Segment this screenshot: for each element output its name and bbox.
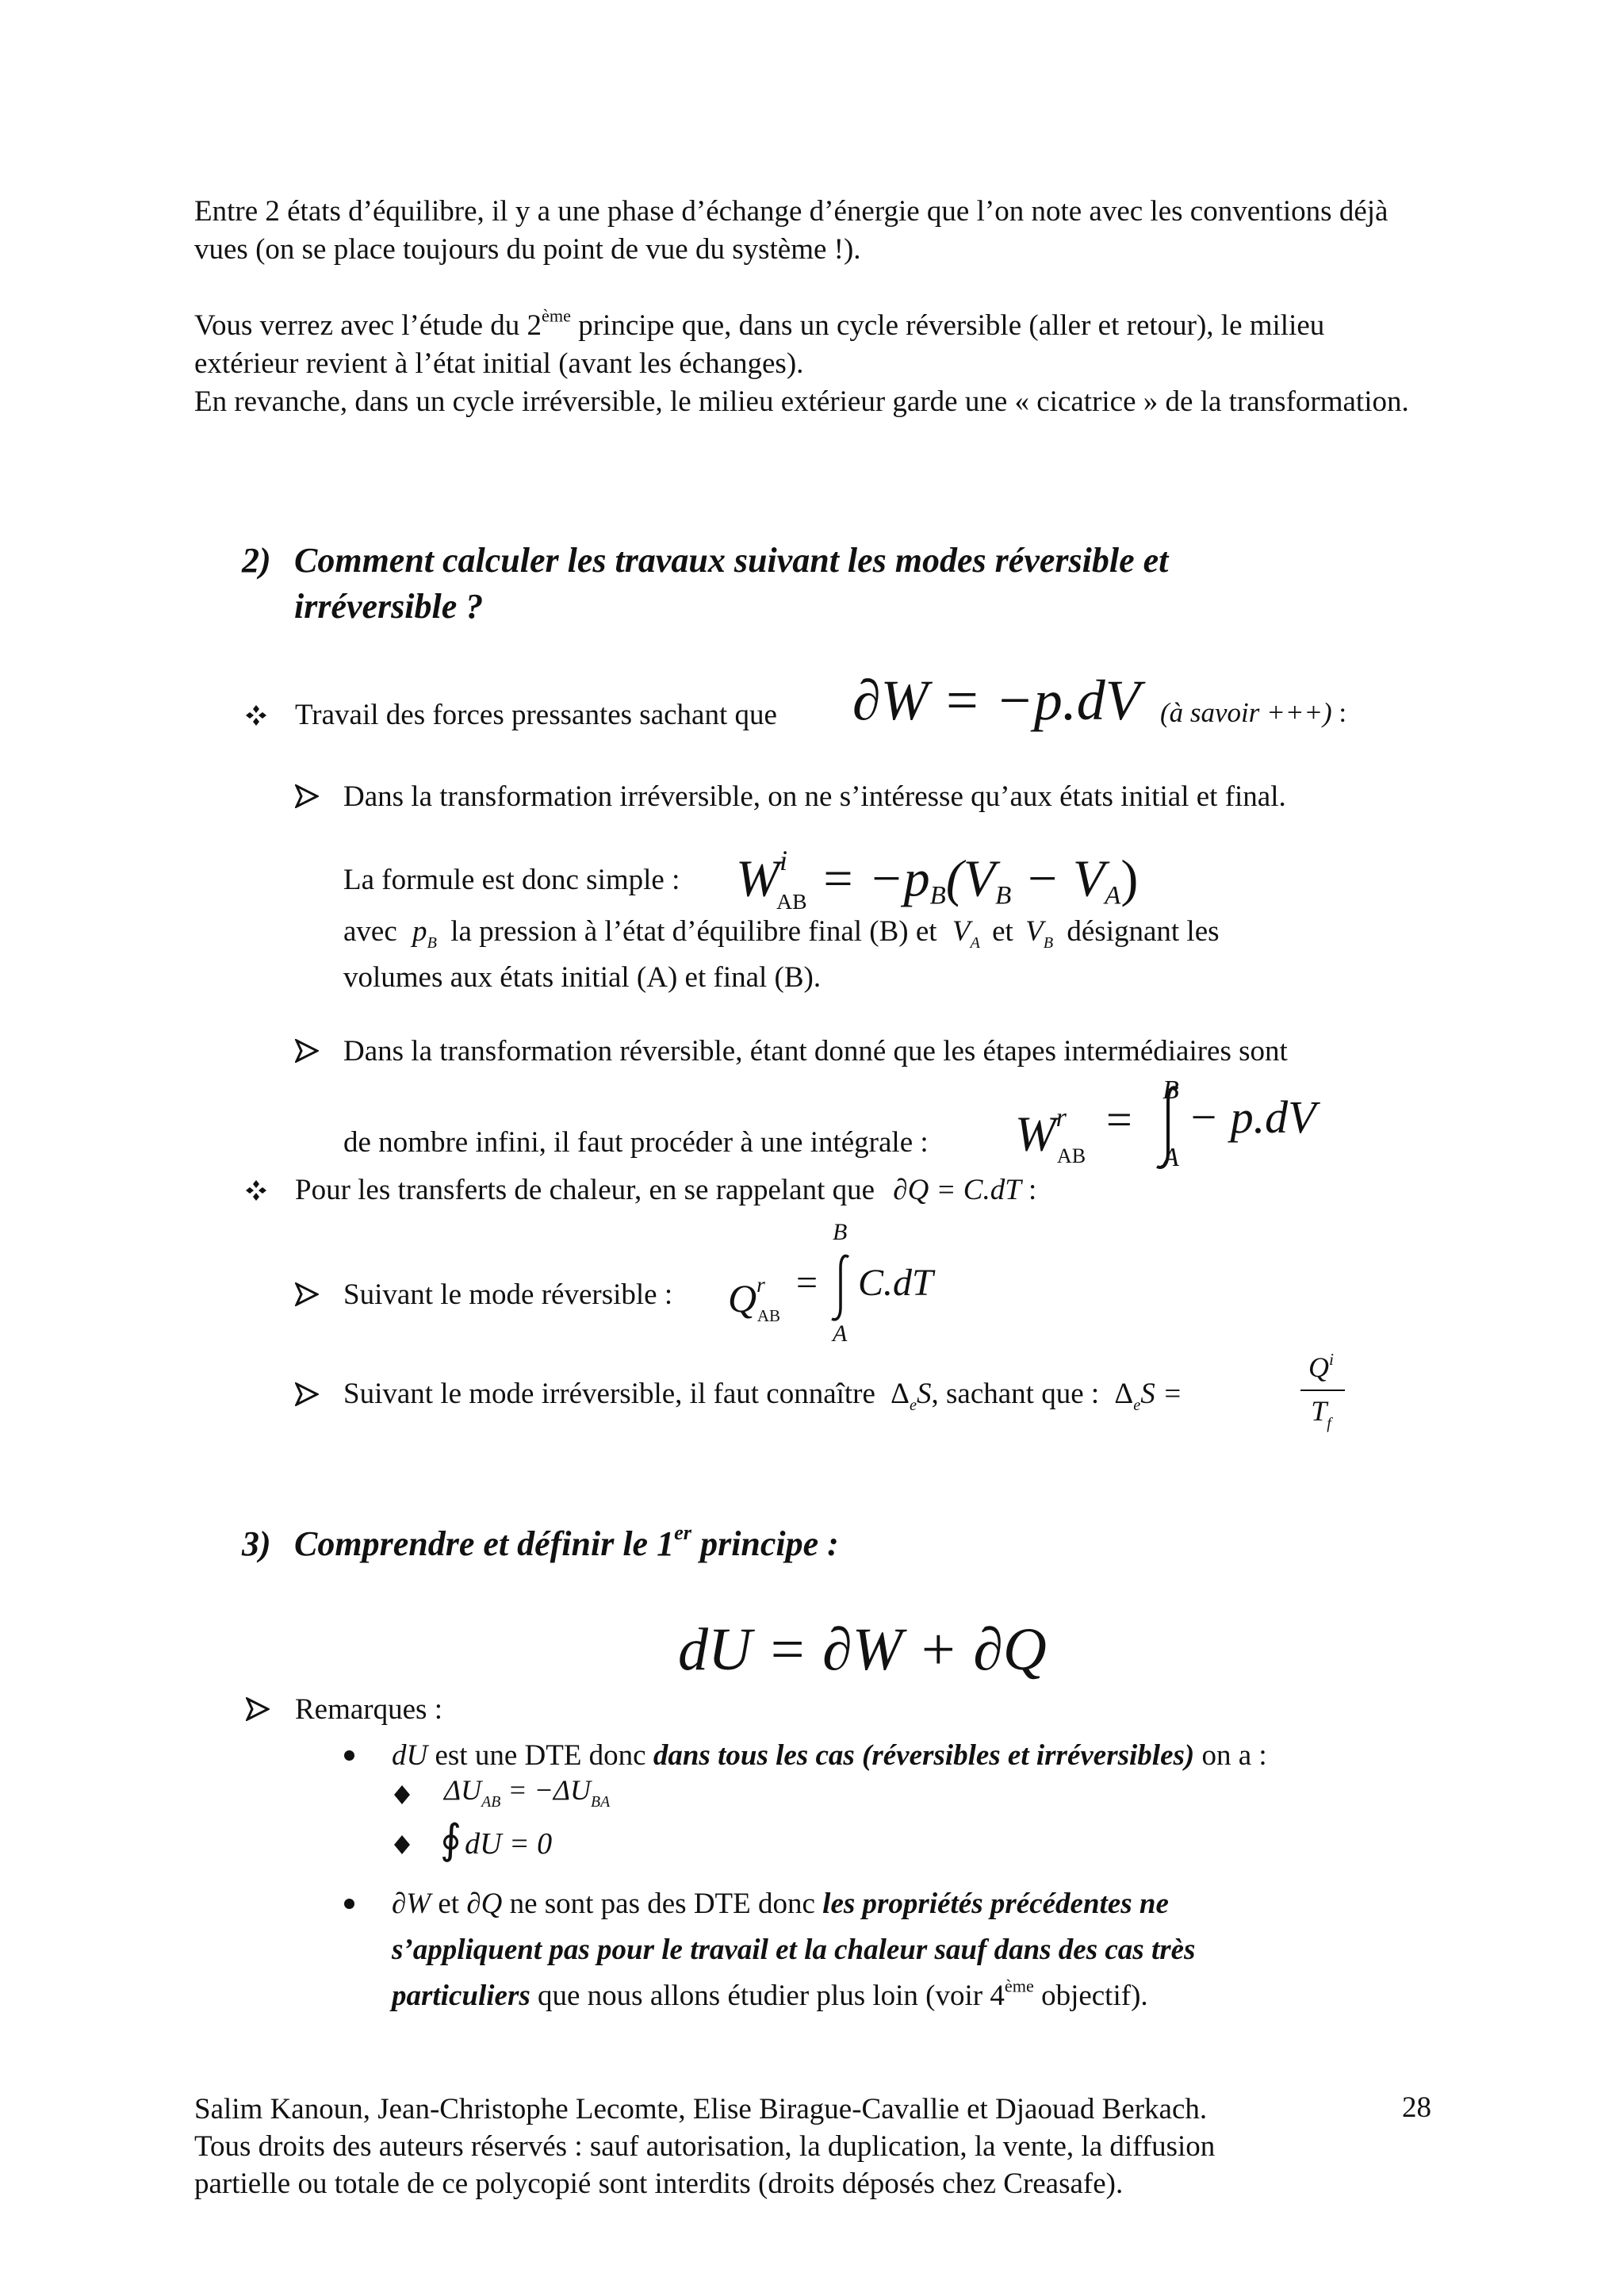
heat-lead-text: Pour les transferts de chaleur, en se rappelant que ∂Q = C.dT : <box>295 1174 1037 1206</box>
reversible-equals: = <box>1106 1094 1132 1145</box>
diamond-bullet-icon <box>394 1785 410 1804</box>
reversible-line-1: Dans la transformation réversible, étant donné que les étapes intermédiaires sont <box>343 1035 1288 1068</box>
arrowhead-bullet-icon <box>295 784 319 808</box>
integral-upper-bound: B <box>1162 1075 1179 1105</box>
heat-reversible-Q: $Q^r_{AB}$ <box>728 1272 780 1326</box>
remark-2-line-1: ∂W et ∂Q ne sont pas des DTE donc les propriétés précédentes ne <box>392 1888 1169 1920</box>
remark-1-text: dU est une DTE donc dans tous les cas (réversibles et irréversibles) on a : <box>392 1739 1267 1772</box>
arrowhead-bullet-icon <box>295 1282 319 1306</box>
footer-line-3: partielle ou totale de ce polycopié sont interdits (droits déposés chez Creasafe). <box>194 2168 1124 2200</box>
heat-integral-lower-bound: A <box>833 1320 848 1347</box>
heat-reversible-integrand: C.dT <box>858 1262 933 1304</box>
reversible-integrand: − p.dV <box>1188 1091 1316 1143</box>
diamond-bullet-icon <box>394 1835 410 1854</box>
intro-paragraph-2: Vous verrez avec l’étude du 2ème principe que, dans un cycle réversible (aller et retour), le milieu extérieur revient à l’état initial (avant les échanges). <box>194 305 1325 380</box>
round-bullet-icon <box>344 1750 354 1761</box>
heat-irreversible-denominator: $T_f$ <box>1311 1395 1331 1432</box>
reversible-line-2: de nombre infini, il faut procéder à une intégrale : <box>343 1126 929 1159</box>
page-number: 28 <box>1402 2091 1431 2124</box>
irreversible-work-formula: $W^i_{AB} = -pB(VB - VA)$ <box>736 845 1139 914</box>
round-bullet-icon <box>344 1899 354 1909</box>
footer-line-1: Salim Kanoun, Jean-Christophe Lecomte, Elise Birague-Cavallie et Djaouad Berkach. <box>194 2093 1208 2125</box>
heat-irreversible-line: Suivant le mode irréversible, il faut connaître $\Delta_eS$, sachant que : $\Delta_eS$ = <box>343 1378 1182 1415</box>
work-formula: ∂W = −p.dV <box>852 669 1140 732</box>
irreversible-line-2: La formule est donc simple : <box>343 864 680 896</box>
footer-credits <box>194 2091 1447 2202</box>
integral-lower-bound: A <box>1162 1143 1179 1172</box>
arrowhead-bullet-icon <box>295 1382 319 1406</box>
remark-2-line-3: particuliers que nous allons étudier plus loin (voir 4ème objectif). <box>392 1976 1148 2012</box>
work-lead-text: Travail des forces pressantes sachant que <box>295 699 777 731</box>
arrowhead-bullet-icon <box>295 1039 319 1063</box>
footer-line-2: Tous droits des auteurs réservés : sauf autorisation, la duplication, la vente, la diffusion <box>194 2130 1216 2163</box>
four-diamond-bullet-icon <box>246 705 266 726</box>
fraction-bar <box>1300 1389 1345 1391</box>
heat-reversible-label: Suivant le mode réversible : <box>343 1278 673 1311</box>
irreversible-line-1: Dans la transformation irréversible, on ne s’intéresse qu’aux états initial et final. <box>343 780 1286 813</box>
remark-2-line-2: s’appliquent pas pour le travail et la chaleur sauf dans des cas très <box>392 1934 1196 1966</box>
section-3-heading: 3) Comprendre et définir le 1er principe : <box>242 1520 839 1563</box>
work-note: (à savoir +++) : <box>1160 697 1347 728</box>
first-principle-formula: dU = ∂W + ∂Q <box>678 1616 1047 1683</box>
arrowhead-bullet-icon <box>246 1697 270 1721</box>
heat-integral-upper-bound: B <box>833 1219 848 1245</box>
integral-sign-icon <box>829 1253 853 1323</box>
irreversible-line-4: volumes aux états initial (A) et final (B). <box>343 961 822 994</box>
delta-u-relation: $\Delta U_{AB} = -\Delta U_{BA}$ <box>444 1774 611 1811</box>
closed-integral-relation: ∮ dU = 0 <box>440 1818 553 1863</box>
intro-paragraph-1: Entre 2 états d’équilibre, il y a une phase d’échange d’énergie que l’on note avec les conventions déjà vues (on se place toujours du point de vue du système !). <box>194 195 1388 266</box>
four-diamond-bullet-icon <box>246 1180 266 1201</box>
intro-paragraph-3: En revanche, dans un cycle irréversible, le milieu extérieur garde une « cicatrice » de la transformation. <box>194 385 1409 418</box>
heat-reversible-equals: = <box>796 1262 818 1304</box>
heat-irreversible-numerator: $Q^i$ <box>1308 1350 1334 1384</box>
remarks-label: Remarques : <box>295 1693 442 1726</box>
reversible-work-formula: $W^r_{AB}$ <box>1015 1103 1086 1168</box>
irreversible-line-3: avec $p_B$ la pression à l’état d’équilibre final (B) et $V_A$ et $V_B$ désignant les <box>343 915 1220 953</box>
section-2-heading: 2) Comment calculer les travaux suivant les modes réversible et irréversible ? <box>242 541 1169 626</box>
